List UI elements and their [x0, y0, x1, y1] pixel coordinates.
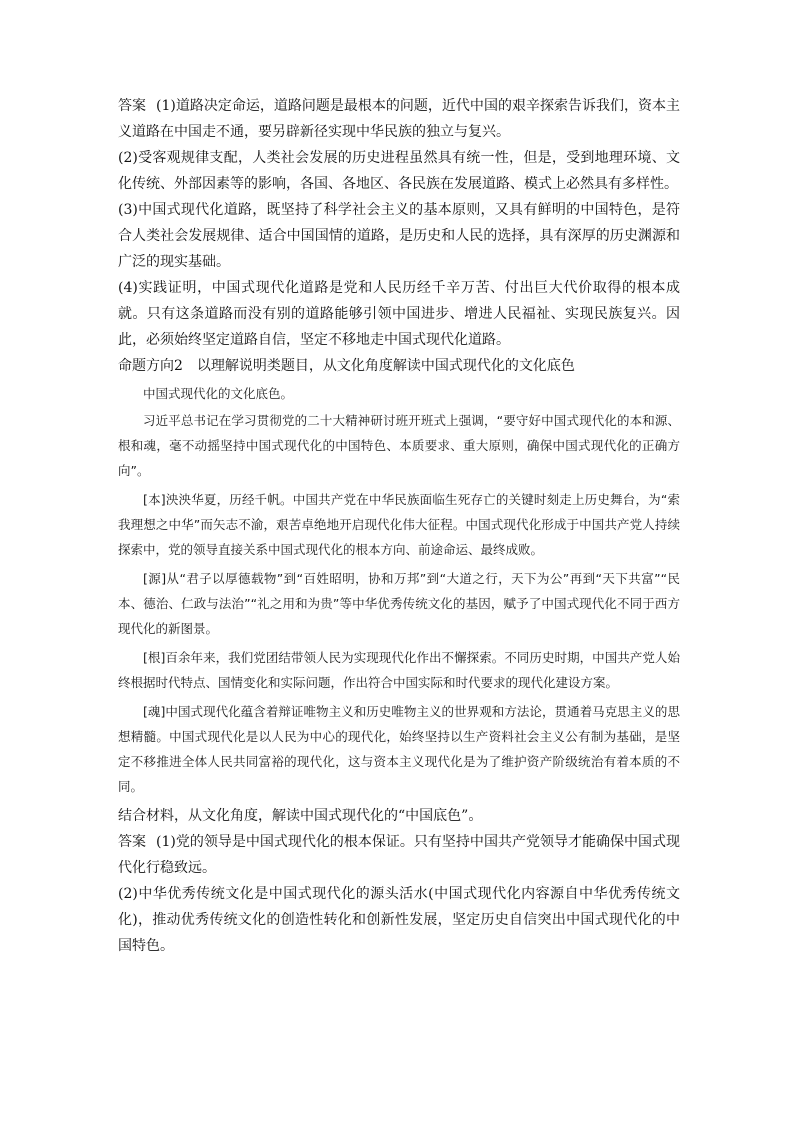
- answer-2-paragraph-2: (2)中华优秀传统文化是中国式现代化的源头活水(中国式现代化内容源自中华优秀传统文化)，推动优秀传统文化的创造性转化和创新性发展，坚定历史自信突出中国式现代化的中国特色。: [118, 886, 680, 954]
- answer-1-paragraph-2: (2)受客观规律支配，人类社会发展的历史进程虽然具有统一性，但是，受到地理环境、文化传统、外部因素等的影响，各国、各地区、各民族在发展道路、模式上必然具有多样性。: [118, 150, 680, 192]
- question-text: 结合材料，从文化角度，解读中国式现代化的“中国底色”。: [118, 808, 483, 824]
- answer-2-text-1: (1)党的领导是中国式现代化的根本保证。只有坚持中国共产党领导才能确保中国式现代化行稳致远。: [118, 834, 680, 876]
- document-page: [118, 93, 680, 959]
- answer-1-paragraph-1: [118, 93, 680, 145]
- answer-1-paragraph-4: (4)实践证明，中国式现代化道路是党和人民历经千辛万苦、付出巨大代价取得的根本成就。只有这条道路而没有别的道路能够引领中国进步、增进人民福祉、实现民族复兴。因此，必须始终坚定道路自信，坚定不移地走中国式现代化道路。: [118, 280, 680, 348]
- material-paragraph-yuan: [源]从“君子以厚德载物”到“百姓昭明，协和万邦”到“大道之行，天下为公”再到“天下共富”“民本、德治、仁政与法治”“礼之用和为贵”等中华优秀传统文化的基因，赋予了中国式现代化不同于西方现代化的新图景。: [118, 571, 680, 636]
- material-intro: 中国式现代化的文化底色。: [143, 386, 294, 401]
- material-paragraph-1: 习近平总书记在学习贯彻党的二十大精神研讨班开班式上强调，“要守好中国式现代化的本和源、根和魂，毫不动摇坚持中国式现代化的中国特色、本质要求、重大原则，确保中国式现代化的正确方向”。: [118, 413, 680, 478]
- section-heading: 命题方向2 以理解说明类题目，从文化角度解读中国式现代化的文化底色: [118, 358, 575, 374]
- material-paragraph-ben: [本]泱泱华夏，历经千帆。中国共产党在中华民族面临生死存亡的关键时刻走上历史舞台，为“索我理想之中华”而矢志不渝，艰苦卓绝地开启现代化伟大征程。中国式现代化形成于中国共产党人持续探索中，党的领导直接关系中国式现代化的根本方向、前途命运、最终成败。: [118, 492, 680, 557]
- answer-1-text-1: (1)道路决定命运，道路问题是最根本的问题，近代中国的艰辛探索告诉我们，资本主义道路在中国走不通，要另辟新径实现中华民族的独立与复兴。: [118, 98, 680, 140]
- material-paragraph-gen: [根]百余年来，我们党团结带领人民为实现现代化作出不懈探索。不同历史时期，中国共产党人始终根据时代特点、国情变化和实际问题，作出符合中国实际和时代要求的现代化建设方案。: [118, 650, 680, 690]
- answer-1-paragraph-3: (3)中国式现代化道路，既坚持了科学社会主义的基本原则，又具有鲜明的中国特色，是符合人类社会发展规律、适合中国国情的道路，是历史和人民的选择，具有深厚的历史渊源和广泛的现实基础。: [118, 202, 680, 270]
- material-paragraph-hun: [魂]中国式现代化蕴含着辩证唯物主义和历史唯物主义的世界观和方法论，贯通着马克思主义的思想精髓。中国式现代化是以人民为中心的现代化，始终坚持以生产资料社会主义公有制为基础，是坚定不移推进全体人民共同富裕的现代化，这与资本主义现代化是为了维护资产阶级统治有着本质的不同。: [118, 704, 680, 794]
- answer-2-paragraph-1: [118, 829, 680, 881]
- answer-label: 答案: [118, 98, 147, 114]
- material-block: [118, 381, 680, 799]
- answer-label: 答案: [118, 834, 147, 850]
